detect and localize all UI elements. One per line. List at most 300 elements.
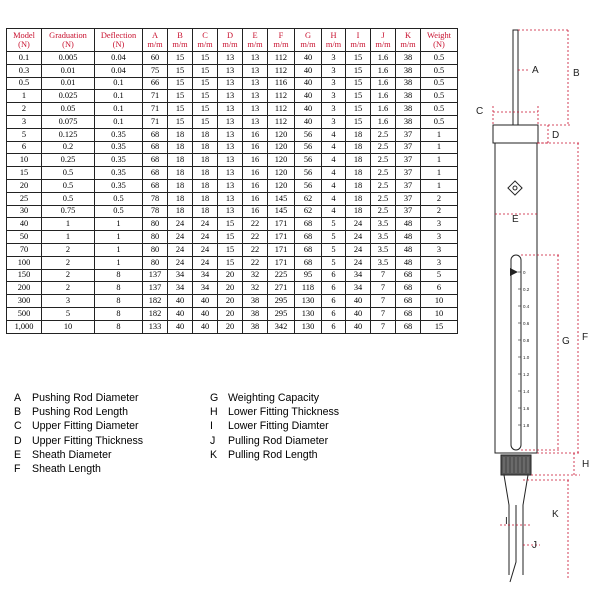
table-cell: 16 [243, 154, 268, 167]
table-cell: 2.5 [371, 192, 396, 205]
table-row [7, 64, 458, 77]
table-cell: 171 [268, 218, 295, 231]
column-header [143, 29, 168, 52]
table-cell: 1 [42, 231, 95, 244]
scale-pointer [510, 268, 518, 276]
column-header [193, 29, 218, 52]
table-cell: 0.35 [95, 141, 143, 154]
table-cell: 15 [346, 115, 371, 128]
legend-text: Weighting Capacity [228, 392, 320, 404]
table-cell: 0.1 [95, 115, 143, 128]
table-cell: 1 [7, 90, 42, 103]
table-cell: 15 [193, 64, 218, 77]
table-cell: 20 [218, 295, 243, 308]
table-cell: 2 [42, 269, 95, 282]
table-cell: 20 [7, 179, 42, 192]
table-cell: 7 [371, 320, 396, 333]
scale-tick-label: 0.8 [523, 338, 530, 343]
table-cell: 1 [95, 231, 143, 244]
header-unit: m/m [172, 40, 188, 49]
table-row [7, 243, 458, 256]
table-row [7, 205, 458, 218]
table-cell: 4 [322, 154, 346, 167]
table-cell: 15 [193, 115, 218, 128]
table-cell: 3.5 [371, 256, 396, 269]
table-cell: 13 [218, 179, 243, 192]
column-header [371, 29, 396, 52]
table-cell: 16 [243, 128, 268, 141]
table-cell: 6 [322, 269, 346, 282]
table-cell: 15 [168, 103, 193, 116]
table-cell: 71 [143, 90, 168, 103]
table-cell: 34 [168, 282, 193, 295]
table-cell: 120 [268, 128, 295, 141]
table-cell: 37 [396, 141, 421, 154]
header-title: D [226, 31, 234, 40]
table-cell: 130 [295, 295, 322, 308]
table-cell: 18 [193, 141, 218, 154]
table-cell: 0.01 [42, 77, 95, 90]
table-cell: 13 [218, 52, 243, 65]
table-cell: 18 [193, 205, 218, 218]
table-cell: 182 [143, 307, 168, 320]
header-unit: m/m [147, 40, 163, 49]
table-cell: 0.25 [42, 154, 95, 167]
table-cell: 68 [396, 282, 421, 295]
table-cell: 0.5 [95, 205, 143, 218]
table-cell: 3 [322, 52, 346, 65]
table-cell: 37 [396, 128, 421, 141]
table-cell: 7 [371, 295, 396, 308]
table-cell: 4 [322, 141, 346, 154]
table-cell: 10 [421, 295, 458, 308]
table-cell: 68 [143, 167, 168, 180]
table-cell: 18 [168, 205, 193, 218]
table-cell: 60 [143, 52, 168, 65]
table-cell: 18 [193, 179, 218, 192]
table-cell: 1 [421, 141, 458, 154]
table-cell: 16 [243, 167, 268, 180]
table-cell: 0.3 [7, 64, 42, 77]
table-cell: 112 [268, 115, 295, 128]
table-cell: 37 [396, 192, 421, 205]
legend-letter: H [210, 406, 218, 419]
table-cell: 62 [295, 192, 322, 205]
table-cell: 5 [322, 243, 346, 256]
table-cell: 145 [268, 205, 295, 218]
table-cell: 0.5 [42, 179, 95, 192]
table-cell: 50 [7, 231, 42, 244]
upper-fitting [493, 125, 538, 143]
table-cell: 70 [7, 243, 42, 256]
legend-item [14, 420, 143, 434]
table-cell: 13 [243, 115, 268, 128]
table-cell: 56 [295, 179, 322, 192]
table-cell: 13 [243, 103, 268, 116]
table-cell: 6 [322, 295, 346, 308]
table-cell: 4 [322, 128, 346, 141]
table-cell: 24 [346, 243, 371, 256]
table-cell: 13 [218, 64, 243, 77]
table-cell: 6 [322, 307, 346, 320]
manufacturer-logo [508, 181, 522, 195]
table-cell: 15 [421, 320, 458, 333]
scale-tick-label: 0.2 [523, 287, 530, 292]
dim-label-h: H [582, 459, 590, 470]
table-cell: 68 [295, 256, 322, 269]
table-cell: 40 [295, 52, 322, 65]
table-cell: 18 [346, 141, 371, 154]
table-cell: 38 [243, 295, 268, 308]
table-cell: 8 [95, 269, 143, 282]
dim-label-k: K [552, 509, 559, 520]
header-unit: m/m [325, 40, 342, 49]
table-cell: 1 [421, 154, 458, 167]
table-row [7, 192, 458, 205]
pushing-rod [513, 30, 518, 125]
table-cell: 15 [218, 256, 243, 269]
table-cell: 40 [168, 320, 193, 333]
table-cell: 15 [218, 218, 243, 231]
table-cell: 0.05 [42, 103, 95, 116]
table-cell: 40 [295, 90, 322, 103]
table-cell: 18 [346, 128, 371, 141]
table-cell: 2 [42, 282, 95, 295]
table-cell: 15 [346, 64, 371, 77]
table-cell: 271 [268, 282, 295, 295]
legend-item [14, 435, 143, 449]
table-cell: 56 [295, 154, 322, 167]
table-cell: 18 [346, 179, 371, 192]
table-cell: 15 [218, 231, 243, 244]
table-row [7, 103, 458, 116]
table-cell: 295 [268, 295, 295, 308]
table-cell: 22 [243, 256, 268, 269]
table-cell: 37 [396, 179, 421, 192]
column-header [95, 29, 143, 52]
table-cell: 68 [143, 179, 168, 192]
table-cell: 0.5 [421, 77, 458, 90]
table-cell: 0.2 [42, 141, 95, 154]
table-cell: 1.6 [371, 103, 396, 116]
table-cell: 171 [268, 243, 295, 256]
table-cell: 2.5 [371, 205, 396, 218]
table-cell: 24 [193, 218, 218, 231]
header-title: Weight [427, 31, 451, 40]
table-cell: 18 [193, 128, 218, 141]
table-cell: 15 [346, 103, 371, 116]
table-cell: 34 [168, 269, 193, 282]
dim-label-e: E [512, 214, 519, 225]
table-cell: 171 [268, 256, 295, 269]
legend-item [210, 435, 339, 449]
table-cell: 68 [396, 307, 421, 320]
dim-label-f: F [582, 332, 589, 343]
table-cell: 71 [143, 115, 168, 128]
table-cell: 37 [396, 167, 421, 180]
legend-letter: C [14, 420, 22, 433]
table-cell: 3 [322, 77, 346, 90]
table-cell: 116 [268, 77, 295, 90]
table-cell: 34 [193, 282, 218, 295]
table-cell: 24 [168, 231, 193, 244]
table-cell: 40 [346, 307, 371, 320]
table-cell: 13 [218, 115, 243, 128]
column-header [42, 29, 95, 52]
table-cell: 16 [243, 179, 268, 192]
legend-text: Sheath Length [32, 462, 101, 475]
column-header [7, 29, 42, 52]
table-cell: 32 [243, 269, 268, 282]
table-cell: 1.6 [371, 77, 396, 90]
legend-text: Pushing Rod Diameter [32, 392, 139, 404]
table-cell: 120 [268, 154, 295, 167]
spec-table [6, 28, 458, 334]
table-cell: 1 [95, 218, 143, 231]
table-cell: 3 [421, 231, 458, 244]
header-unit: m/m [300, 40, 316, 49]
header-unit: m/m [375, 40, 391, 49]
table-cell: 15 [346, 52, 371, 65]
table-cell: 0.5 [421, 103, 458, 116]
table-cell: 0.1 [95, 90, 143, 103]
scale-tube [511, 255, 521, 450]
table-cell: 225 [268, 269, 295, 282]
table-cell: 18 [168, 167, 193, 180]
legend-letter: D [14, 434, 22, 447]
legend-text: Lower Fitting Thickness [228, 406, 340, 419]
table-cell: 37 [396, 205, 421, 218]
table-cell: 0.04 [95, 64, 143, 77]
column-header [243, 29, 268, 52]
header-unit: m/m [273, 40, 289, 49]
table-row [7, 282, 458, 295]
table-cell: 0.5 [42, 167, 95, 180]
legend-item [14, 463, 143, 477]
column-header [322, 29, 346, 52]
table-cell: 15 [218, 243, 243, 256]
table-cell: 40 [7, 218, 42, 231]
table-cell: 1 [421, 179, 458, 192]
table-cell: 3 [421, 218, 458, 231]
table-cell: 18 [168, 154, 193, 167]
table-cell: 40 [295, 103, 322, 116]
table-cell: 0.075 [42, 115, 95, 128]
table-cell: 2.5 [371, 141, 396, 154]
table-cell: 24 [193, 256, 218, 269]
table-cell: 6 [421, 282, 458, 295]
table-cell: 56 [295, 167, 322, 180]
scale-tick-label: 1.2 [523, 372, 530, 377]
header-title: C [202, 31, 208, 40]
table-cell: 7 [371, 307, 396, 320]
legend-item [210, 406, 339, 420]
table-cell: 13 [218, 205, 243, 218]
table-cell: 38 [396, 115, 421, 128]
table-cell: 3 [322, 90, 346, 103]
table-cell: 0.1 [7, 52, 42, 65]
header-unit: m/m [350, 40, 366, 49]
table-cell: 133 [143, 320, 168, 333]
table-cell: 24 [168, 218, 193, 231]
dim-label-c: C [476, 106, 484, 117]
table-cell: 0.125 [42, 128, 95, 141]
legend-item [14, 406, 143, 420]
table-cell: 56 [295, 141, 322, 154]
table-cell: 15 [7, 167, 42, 180]
header-unit: (N) [112, 40, 125, 49]
table-cell: 0.5 [95, 192, 143, 205]
table-cell: 18 [193, 167, 218, 180]
table-row [7, 115, 458, 128]
table-cell: 295 [268, 307, 295, 320]
table-cell: 24 [346, 218, 371, 231]
table-cell: 1 [421, 128, 458, 141]
table-cell: 18 [193, 192, 218, 205]
table-row [7, 167, 458, 180]
table-cell: 15 [168, 64, 193, 77]
table-row [7, 52, 458, 65]
table-cell: 3 [322, 64, 346, 77]
table-cell: 13 [218, 141, 243, 154]
header-title: I [356, 31, 360, 40]
table-cell: 0.5 [42, 192, 95, 205]
table-cell: 20 [218, 320, 243, 333]
header-unit: m/m [222, 40, 238, 49]
table-row [7, 77, 458, 90]
table-cell: 1 [95, 243, 143, 256]
table-cell: 18 [346, 154, 371, 167]
table-cell: 3 [421, 256, 458, 269]
table-cell: 13 [218, 154, 243, 167]
table-cell: 0.75 [42, 205, 95, 218]
header-unit: (N) [62, 40, 74, 49]
table-cell: 20 [218, 307, 243, 320]
table-cell: 1 [42, 218, 95, 231]
table-row [7, 307, 458, 320]
scale-tick-label: 1.8 [523, 423, 530, 428]
table-cell: 1 [95, 256, 143, 269]
table-cell: 0.1 [95, 77, 143, 90]
table-cell: 37 [396, 154, 421, 167]
dim-label-d: D [552, 130, 560, 141]
scale-tick-label: 0.6 [523, 321, 530, 326]
table-cell: 5 [7, 128, 42, 141]
table-cell: 15 [193, 52, 218, 65]
legend-text: Sheath Diameter [32, 448, 112, 461]
table-cell: 8 [95, 282, 143, 295]
table-cell: 13 [218, 128, 243, 141]
table-cell: 2 [421, 192, 458, 205]
table-cell: 16 [243, 192, 268, 205]
table-cell: 3 [42, 295, 95, 308]
legend-item [14, 449, 143, 463]
table-cell: 40 [295, 77, 322, 90]
table-cell: 16 [243, 205, 268, 218]
table-cell: 0.5 [421, 90, 458, 103]
table-cell: 112 [268, 90, 295, 103]
table-cell: 15 [193, 103, 218, 116]
table-cell: 40 [168, 307, 193, 320]
table-cell: 1.6 [371, 64, 396, 77]
table-cell: 8 [95, 320, 143, 333]
header-title: A [151, 31, 159, 40]
table-row [7, 141, 458, 154]
table-cell: 68 [143, 128, 168, 141]
table-cell: 5 [322, 256, 346, 269]
legend-letter: B [14, 406, 22, 419]
table-header-row [7, 29, 458, 52]
table-cell: 68 [396, 269, 421, 282]
table-cell: 32 [243, 282, 268, 295]
table-cell: 130 [295, 320, 322, 333]
header-title: G [304, 31, 312, 40]
table-cell: 25 [7, 192, 42, 205]
table-cell: 40 [193, 307, 218, 320]
column-header [268, 29, 295, 52]
table-cell: 8 [95, 295, 143, 308]
table-cell: 137 [143, 269, 168, 282]
table-cell: 200 [7, 282, 42, 295]
legend-text: Lower Fitting Diamter [228, 420, 329, 433]
table-cell: 68 [143, 154, 168, 167]
column-header [295, 29, 322, 52]
table-cell: 1.6 [371, 115, 396, 128]
table-cell: 3 [322, 103, 346, 116]
table-cell: 4 [322, 167, 346, 180]
header-title: Deflection [100, 31, 137, 40]
table-cell: 2 [421, 205, 458, 218]
table-cell: 80 [143, 231, 168, 244]
legend-letter: K [210, 448, 218, 461]
table-cell: 24 [346, 256, 371, 269]
legend-letter: G [210, 392, 219, 404]
table-cell: 4 [322, 192, 346, 205]
legend-item [210, 449, 339, 463]
table-cell: 68 [396, 320, 421, 333]
scale-tick-label: 0 [523, 270, 526, 275]
table-cell: 34 [193, 269, 218, 282]
scale-ticks [518, 270, 530, 428]
scale-tick-label: 0.4 [523, 304, 530, 309]
header-title: K [404, 31, 412, 40]
table-cell: 40 [346, 295, 371, 308]
dim-label-g: G [562, 336, 570, 347]
table-cell: 48 [396, 243, 421, 256]
table-cell: 3.5 [371, 243, 396, 256]
table-row [7, 295, 458, 308]
table-cell: 66 [143, 77, 168, 90]
header-unit: (N) [433, 40, 445, 49]
column-header [396, 29, 421, 52]
table-row [7, 90, 458, 103]
scale-tick-label: 1.4 [523, 389, 530, 394]
table-cell: 22 [243, 231, 268, 244]
table-cell: 18 [346, 167, 371, 180]
legend-text: Pulling Rod Length [228, 448, 318, 461]
header-title: B [177, 31, 183, 40]
table-cell: 10 [42, 320, 95, 333]
table-cell: 15 [346, 90, 371, 103]
table-cell: 40 [295, 64, 322, 77]
table-cell: 38 [396, 103, 421, 116]
table-cell: 5 [42, 307, 95, 320]
table-cell: 13 [218, 90, 243, 103]
scale-tick-label: 1.6 [523, 406, 530, 411]
table-cell: 13 [218, 167, 243, 180]
table-cell: 15 [168, 90, 193, 103]
table-cell: 1.6 [371, 52, 396, 65]
